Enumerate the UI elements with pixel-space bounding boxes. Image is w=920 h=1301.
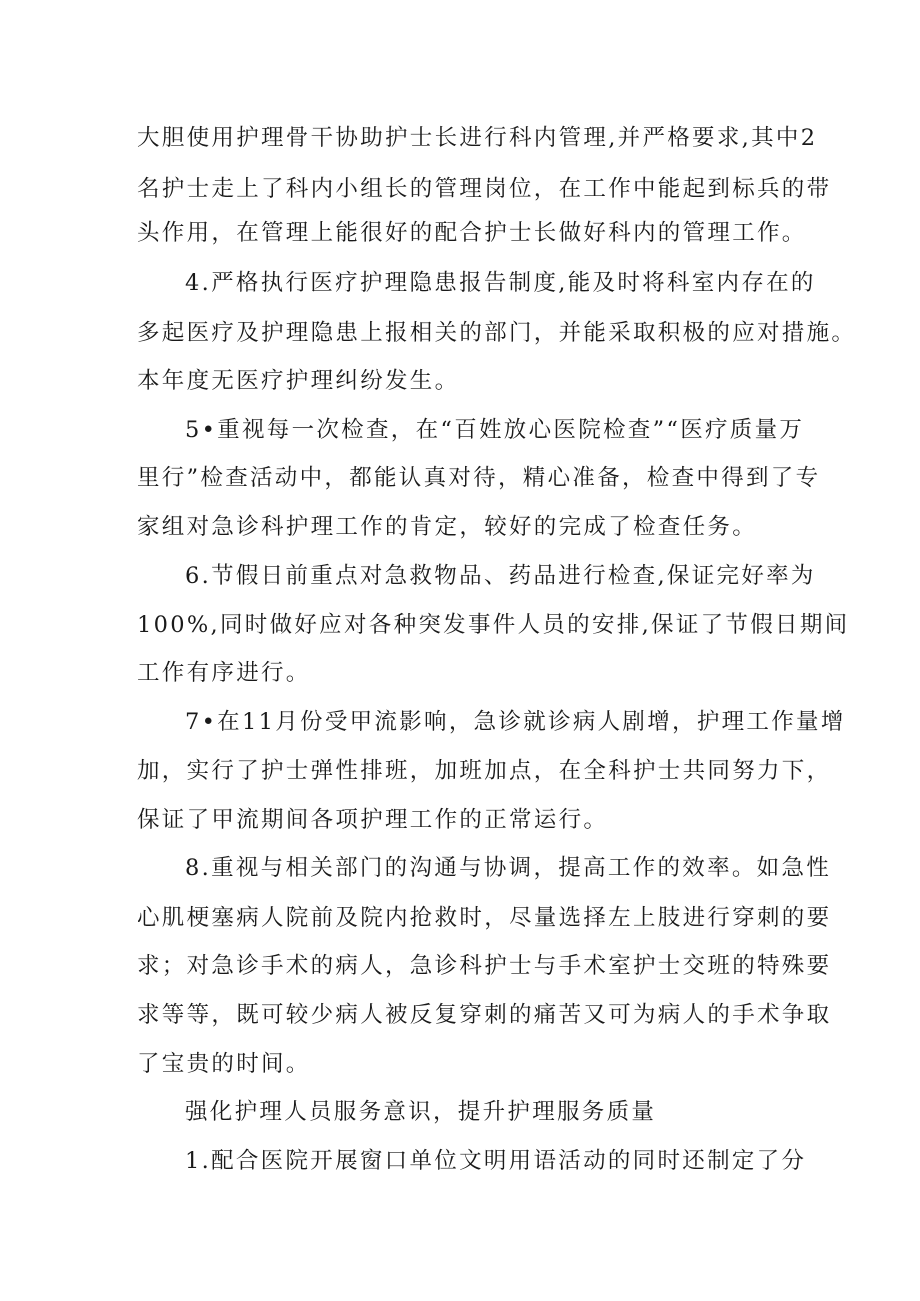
text-line: 保证了甲流期间各项护理工作的正常运行。 [137,807,609,833]
paragraph-7-line: 7•在11月份受甲流影响，急诊就诊病人剧增，护理工作量增 [185,709,846,735]
paragraph-6-line: 6.节假日前重点对急救物品、药品进行检查,保证完好率为 [185,563,816,589]
text-line: 大胆使用护理骨干协助护士长进行科内管理,并严格要求,其中2 [137,125,818,151]
text-line: 里行”检查活动中，都能认真对待，精心准备，检查中得到了专 [137,465,821,491]
text-line: 多起医疗及护理隐患上报相关的部门，并能采取积极的应对措施。 [137,320,857,346]
section-heading: 强化护理人员服务意识，提升护理服务质量 [185,1099,657,1125]
text-line: 头作用，在管理上能很好的配合护士长做好科内的管理工作。 [137,220,807,246]
paragraph-5-line: 5•重视每一次检查，在“百姓放心医院检查”“医疗质量万 [185,417,805,443]
text-line: 工作有序进行。 [137,660,311,686]
text-line: 本年度无医疗护理纠纷发生。 [137,368,460,394]
text-line: 家组对急诊科护理工作的肯定，较好的完成了检查任务。 [137,514,758,540]
text-line: 了宝贵的时间。 [137,1051,311,1077]
text-line: 求等等，既可较少病人被反复穿刺的痛苦又可为病人的手术争取 [137,1002,832,1028]
text-line: 名护士走上了科内小组长的管理岗位，在工作中能起到标兵的带 [137,176,832,202]
paragraph-1-line: 1.配合医院开展窗口单位文明用语活动的同时还制定了分 [185,1148,807,1174]
text-line: 加，实行了护士弹性排班，加班加点，在全科护士共同努力下， [137,758,832,784]
text-line: 100%,同时做好应对各种突发事件人员的安排,保证了节假日期间 [137,612,850,638]
text-line: 心肌梗塞病人院前及院内抢救时，尽量选择左上肢进行穿刺的要 [137,905,832,931]
paragraph-4-line: 4.严格执行医疗护理隐患报告制度,能及时将科室内存在的 [185,270,816,296]
paragraph-8-line: 8.重视与相关部门的沟通与协调，提高工作的效率。如急性 [185,855,832,881]
text-line: 求；对急诊手术的病人，急诊科护士与手术室护士交班的特殊要 [137,953,832,979]
